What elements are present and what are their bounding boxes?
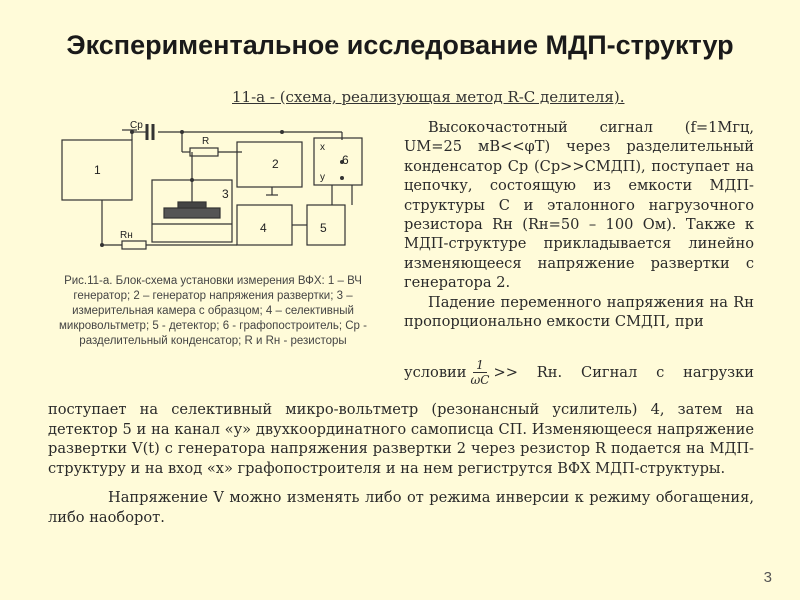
- label-block-5: 5: [320, 221, 327, 235]
- label-block-6: 6: [342, 153, 349, 167]
- right-text-block: [404, 118, 754, 331]
- label-block-2: 2: [272, 157, 279, 171]
- label-r: R: [202, 136, 210, 147]
- fraction: [471, 358, 490, 387]
- bottom-text-block: [48, 400, 754, 528]
- label-cp: Cp: [130, 120, 143, 131]
- slide-title: Экспериментальное исследование МДП-структур: [66, 30, 734, 60]
- block-diagram: [52, 120, 382, 270]
- fraction-denominator: ωC: [470, 373, 490, 387]
- bottom-paragraph-1: поступает на селективный микро-вольтметр (резонансный усилитель) 4, затем на детектор 5 и на канал «у» двухкоординатного самописца СП. Изменяющееся напряжение развертки V(t) с генератора напряжения развертки 2 через резистор R подается на МДП-структуру и на вход «х» графопостроителя и на нем региструтся ВФХ МДП-структуры.: [48, 401, 754, 477]
- condition-word: условии: [404, 364, 467, 381]
- right-paragraph-2: Падение переменного напряжения на Rн пропорционально емкости CМДП, при: [404, 293, 754, 331]
- label-block-3: 3: [222, 187, 229, 201]
- label-x: x: [320, 142, 325, 153]
- bottom-paragraph-2: Напряжение V можно изменять либо от режима инверсии к режиму обогащения, либо наоборот.: [48, 489, 754, 526]
- condition-line: [404, 358, 754, 387]
- fraction-numerator: 1: [473, 358, 487, 373]
- label-y: y: [320, 172, 325, 183]
- right-paragraph-1: Высокочастотный сигнал (f=1Мгц, UМ=25 мВ<<φT) через разделительный конденсатор Cр (Cр>>CМДП), поступает на цепочку, состоящую из емкости МДП-структуры C и эталонного нагрузочного резистора Rн (Rн=50 – 100 Ом). Также к МДП-структуре прикладывается линейно изменяющееся напряжение развертки с генератора 2.: [404, 119, 754, 292]
- block-2: [237, 142, 302, 187]
- page-number: 3: [763, 569, 772, 586]
- figure-caption: Рис.11-а. Блок-схема установки измерения ВФХ: 1 – ВЧ генератор; 2 – генератор напряжения развертки; 3 – измерительная камера с образцом; 4 – селективный микровольтметр; 5 - детектор; 6 - графопостроитель; Cр - разделительный конденсатор; R и Rн - резисторы: [59, 275, 367, 347]
- diagram-subtitle: 11-а - (схема, реализующая метод R-C делителя).: [232, 88, 625, 106]
- label-rn: Rн: [120, 230, 133, 241]
- label-block-1: 1: [94, 163, 101, 177]
- label-block-4: 4: [260, 221, 267, 235]
- condition-rest: >> Rн. Сигнал с нагрузки: [493, 364, 754, 381]
